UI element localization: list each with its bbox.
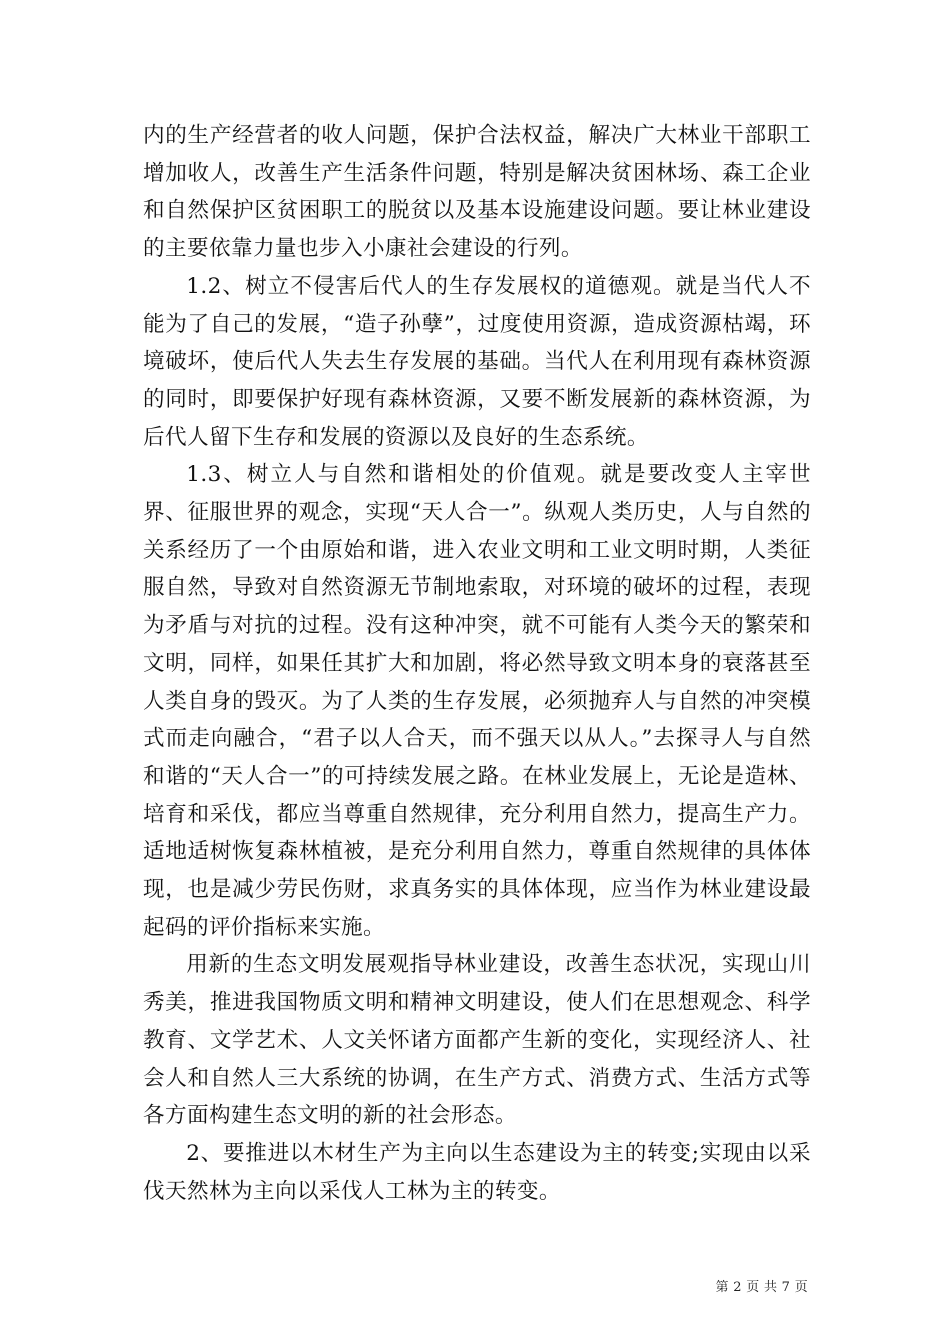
paragraph-section-2: 2、要推进以木材生产为主向以生态建设为主的转变;实现由以采伐天然林为主向以采伐人工林为主的转变。 <box>143 1140 811 1204</box>
paragraph-section-1-3: 1.3、树立人与自然和谐相处的价值观。就是要改变人主宰世界、征服世界的观念，实现“天人合一”。纵观人类历史，人与自然的关系经历了一个由原始和谐，进入农业文明和工业文明时期，人类征服自然，导致对自然资源无节制地索取，对环境的破坏的过程，表现为矛盾与对抗的过程。没有这种冲突，就不可能有人类今天的繁荣和文明，同样，如果任其扩大和加剧，将必然导致文明本身的衰落甚至人类自身的毁灭。为了人类的生存发展，必须抛弃人与自然的冲突模式而走向融合，“君子以人合天，而不强天以从人。”去探寻人与自然和谐的“天人合一”的可持续发展之路。在林业发展上，无论是造林、培育和采伐，都应当尊重自然规律，充分利用自然力，提高生产力。适地适树恢复森林植被，是充分利用自然力，尊重自然规律的具体体现，也是减少劳民伤财，求真务实的具体体现，应当作为林业建设最起码的评价指标来实施。 <box>143 462 811 940</box>
document-body <box>143 117 811 1210</box>
page-number-footer: 第 2 页 共 7 页 <box>715 1280 808 1295</box>
paragraph-section-1-2: 1.2、树立不侵害后代人的生存发展权的道德观。就是当代人不能为了自己的发展，“造子孙孽”，过度使用资源，造成资源枯竭，环境破坏，使后代人失去生存发展的基础。当代人在利用现有森林资源的同时，即要保护好现有森林资源，又要不断发展新的森林资源，为后代人留下生存和发展的资源以及良好的生态系统。 <box>143 273 811 450</box>
paragraph-continued: 内的生产经营者的收人问题，保护合法权益，解决广大林业干部职工增加收人，改善生产生活条件问题，特别是解决贫困林场、森工企业和自然保护区贫困职工的脱贫以及基本设施建设问题。要让林业建设的主要依靠力量也步入小康社会建设的行列。 <box>143 123 811 262</box>
paragraph-ecological-civilization: 用新的生态文明发展观指导林业建设，改善生态状况，实现山川秀美，推进我国物质文明和精神文明建设，使人们在思想观念、科学教育、文学艺术、人文关怀诸方面都产生新的变化，实现经济人、社会人和自然人三大系统的协调，在生产方式、消费方式、生活方式等各方面构建生态文明的新的社会形态。 <box>143 952 811 1129</box>
